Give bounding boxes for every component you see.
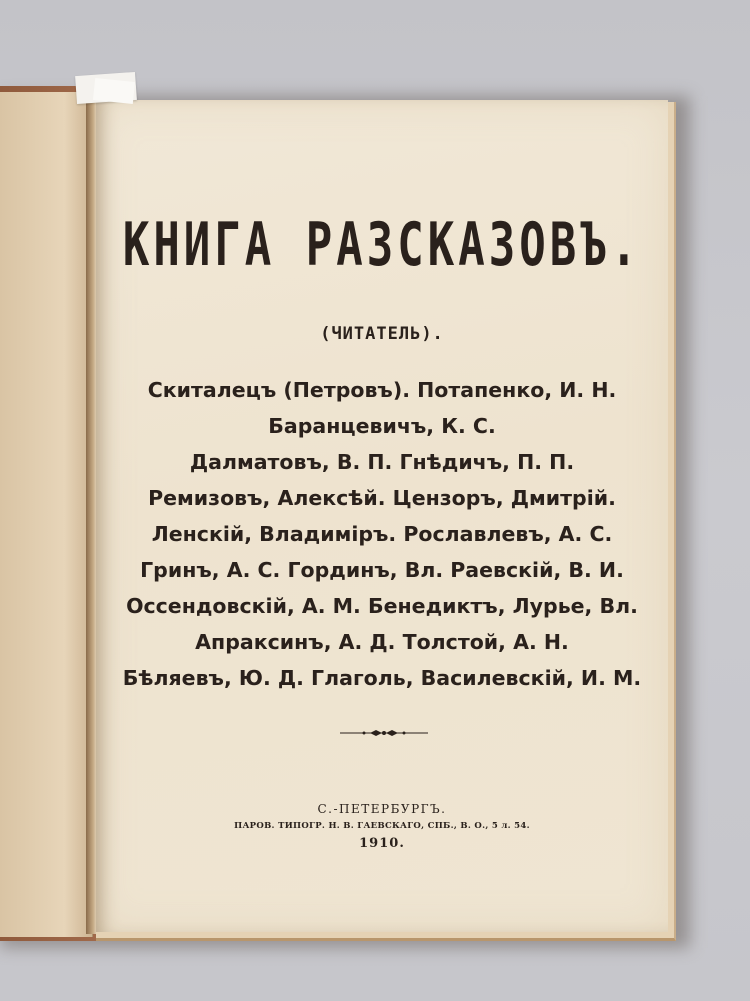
- author-line: Ремизовъ, Алексѣй. Цензоръ, Дмитрій.: [148, 486, 616, 510]
- book-subtitle: (ЧИТАТЕЛЬ).: [320, 324, 444, 344]
- author-line: Далматовъ, В. П. Гнѣдичъ, П. П.: [189, 450, 575, 474]
- author-line: Скиталецъ (Петровъ). Потапенко, И. Н.: [147, 378, 617, 402]
- ornament-divider: [340, 726, 428, 740]
- imprint-year: 1910.: [359, 836, 405, 851]
- author-line: Апраксинъ, А. Д. Толстой, А. Н.: [195, 630, 569, 654]
- author-line: Оссендовскій, А. М. Бенедиктъ, Лурье, Вл.: [126, 594, 638, 618]
- book-title: КНИГА РАЗСКАЗОВЪ.: [122, 211, 642, 280]
- paper-bookmark-2: [93, 78, 135, 104]
- author-line: Баранцевичъ, К. С.: [268, 414, 496, 438]
- imprint-city: С.-ПЕТЕРБУРГЪ.: [317, 802, 447, 816]
- author-list: [96, 372, 668, 696]
- left-page: [0, 92, 93, 937]
- author-line: Гринъ, А. С. Гординъ, Вл. Раевскій, В. И.: [140, 558, 624, 582]
- author-line: Ленскій, Владиміръ. Рославлевъ, А. С.: [151, 522, 613, 546]
- author-line: Бѣляевъ, Ю. Д. Глаголь, Василевскій, И. М.: [122, 666, 642, 690]
- imprint-printer: ПАРОВ. ТИПОГР. Н. В. ГАЕВСКАГО, СПБ., В. О., 5 л. 54.: [234, 821, 530, 831]
